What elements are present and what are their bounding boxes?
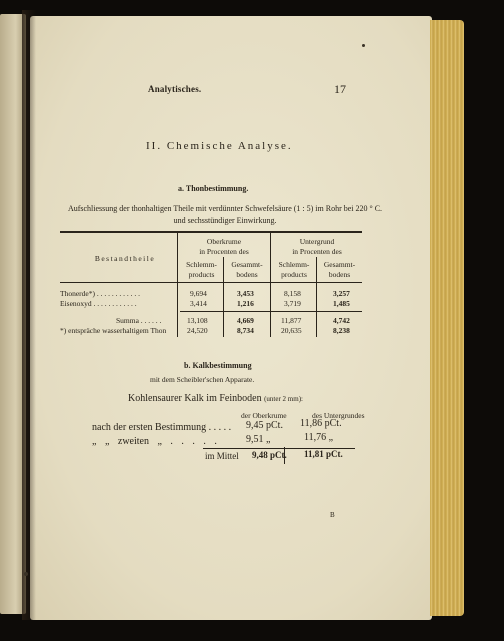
book-page: [30, 16, 432, 620]
group-header-oberkrume: Oberkrume in Procenten des: [199, 237, 249, 256]
page-speck: [362, 44, 365, 47]
table-cell: 8,238: [333, 326, 350, 335]
spine-shadow: [22, 10, 36, 620]
page-number: 17: [334, 82, 346, 96]
subsection-b-heading: b. Kalkbestimmung: [184, 361, 252, 370]
subheader-gesammt-2: Gesammt- bodens: [323, 260, 356, 279]
page-edges: [430, 20, 464, 616]
kalk-header-oberkrume: der Oberkrume: [241, 411, 287, 420]
kalk-header-untergrund: des Untergrundes: [312, 411, 365, 420]
kalk-cell: 11,76 „: [304, 432, 334, 443]
table-cell: 3,453: [237, 289, 254, 298]
subheader-schlemm-2: Schlemm- products: [278, 260, 310, 279]
table-cell: 3,414: [190, 299, 207, 308]
kalk-mean-label: im Mittel: [205, 451, 239, 461]
table-cell: 4,669: [237, 316, 254, 325]
kalk-mean-oberkrume: 9,48 pCt.: [252, 450, 287, 460]
kalk-mean-untergrund: 11,81 pCt.: [304, 449, 343, 459]
group-header-untergrund: Untergrund in Procenten des: [292, 237, 342, 256]
row-label-eisenoxyd: Eisenoxyd . . . . . . . . . . . .: [60, 299, 137, 308]
row-label-thonerde: Thonerde*) . . . . . . . . . . . .: [60, 289, 140, 298]
table-cell: 3,257: [333, 289, 350, 298]
column-header-bestandtheile: Bestandtheile: [94, 254, 156, 263]
subsection-a-heading: a. Thonbestimmung.: [178, 184, 249, 193]
kalk-cell: 9,45 pCt.: [246, 420, 283, 431]
kalk-title: Kohlensaurer Kalk im Feinboden (unter 2 mm):: [128, 393, 303, 404]
table-cell: 13,108: [187, 316, 208, 325]
table-cell: 4,742: [333, 316, 350, 325]
table-cell: 24,520: [187, 326, 208, 335]
subheader-gesammt-1: Gesammt- bodens: [231, 260, 263, 279]
kalk-cell: 11,86 pCt.: [300, 418, 342, 429]
page-speck: [24, 572, 28, 576]
table-cell: 1,485: [333, 299, 350, 308]
method-paragraph: Aufschliessung der thonhaltigen Theile mit verdünnter Schwefelsäure (1 : 5) im Rohr bei 220 ° C. und sechsstündiger Einwirkung.: [67, 204, 383, 225]
table-sum-rule: [180, 311, 362, 312]
row-label-note: *) entspräche wasserhaltigem Thon: [60, 326, 167, 335]
table-vline-2: [270, 233, 271, 337]
running-head: Analytisches.: [148, 84, 202, 94]
section-title: II. Chemische Analyse.: [146, 140, 293, 152]
kalk-row-label: „ „ zweiten „ . . . . .: [92, 436, 217, 447]
row-label-summa: Summa . . . . . .: [116, 316, 162, 325]
signature-mark: B: [330, 511, 335, 519]
table-cell: 20,635: [281, 326, 302, 335]
table-cell: 9,694: [190, 289, 207, 298]
table-cell: 1,216: [237, 299, 254, 308]
table-cell: 8,158: [284, 289, 301, 298]
kalk-row-label: nach der ersten Bestimmung . . . . .: [92, 422, 232, 433]
subsection-b-subtitle: mit dem Scheibler'schen Apparate.: [150, 375, 255, 384]
table-cell: 11,877: [281, 316, 302, 325]
subheader-schlemm-1: Schlemm- products: [186, 260, 217, 279]
table-cell: 8,734: [237, 326, 254, 335]
table-cell: 3,719: [284, 299, 301, 308]
kalk-cell: 9,51 „: [246, 434, 271, 445]
table-vline-1: [177, 233, 178, 337]
table-top-rule: [60, 231, 362, 233]
